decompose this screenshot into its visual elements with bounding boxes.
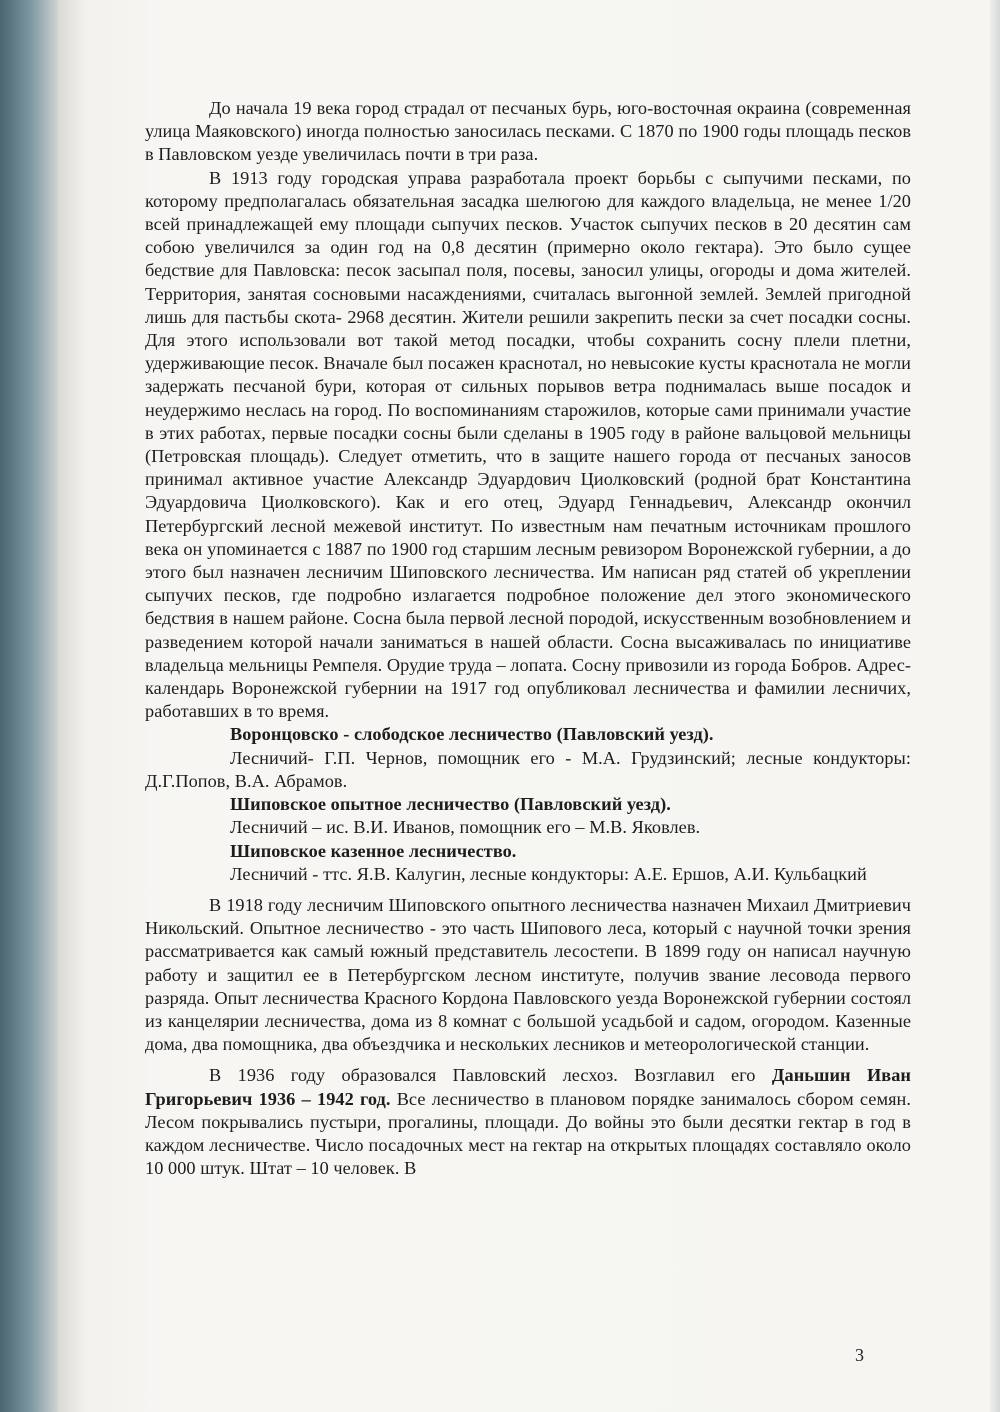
document-page bbox=[58, 0, 1000, 1412]
head-name-danshin: Даньшин Иван Григорьевич 1936 – 1942 год. bbox=[145, 1065, 911, 1109]
paragraph-1936-intro: В 1936 году образовался Павловский лесхоз. Возглавил его bbox=[209, 1065, 772, 1086]
paragraph-1918: В 1918 году лесничим Шиповского опытного лесничества назначен Михаил Дмитриевич Никольский. Опытное лесничество - это часть Шипового леса, который с научной точки зрения рассматривается как самый южный представитель лесостепи. В 1899 году он написал научную работу и защитил ее в Петербургском лесном институте, получив звание лесовода первого разряда. Опыт лесничества Красного Кордона Павловского уезда Воронежской губернии состоял из канцелярии лесничества, дома из 8 комнат с большой усадьбой и садом, огородом. Казенные дома, два помощника, два объездчика и нескольких лесников и метеорологической станции. bbox=[145, 894, 911, 1055]
forestry-title-shipovskoe-kazennoe: Шиповское казенное лесничество. bbox=[230, 840, 517, 861]
forestry-title-vorontsovsko: Воронцовско - слободское лесничество (Павловский уезд). bbox=[230, 724, 714, 745]
paragraph-sand-storms: До начала 19 века город страдал от песчаных бурь, юго-восточная окраина (современная улица Маяковского) иногда полностью заносилась песками. С 1870 по 1900 годы площадь песков в Павловском уезде увеличилась почти в три раза. bbox=[145, 98, 911, 165]
page-text bbox=[145, 97, 911, 1180]
page-edge bbox=[990, 0, 1000, 1412]
book-spine-shadow bbox=[0, 0, 58, 1412]
paragraph-1936 bbox=[145, 1064, 911, 1180]
paragraph-1913-project: В 1913 году городская управа разработала проект борьбы с сыпучими песками, по которому предполагалась обязательная засадка шелюгою для каждого владельца, не менее 1/20 всей принадлежащей ему площади сыпучих песков. Участок сыпучих песков в 20 десятин сам собою увеличился за один год на 0,8 десятин (примерно около гектара). Это было сущее бедствие для Павловска: песок засыпал поля, посевы, заносил улицы, огороды и дома жителей. Территория, занятая сосновыми насаждениями, считалась выгонной землей. Землей пригодной лишь для пастьбы скота- 2968 десятин. Жители решили закрепить пески за счет посадки сосны. Для этого использовали вот такой метод посадки, чтобы сохранить сосну плели плетни, удерживающие песок. Вначале был посажен краснотал, но невысокие кусты краснотала не могли задержать песчаной бури, которая от сильных порывов ветра поднималась выше посадок и неудержимо неслась на город. По воспоминаниям старожилов, которые сами принимали участие в этих работах, первые посадки сосны были сделаны в 1905 году в районе вальцовой мельницы (Петровская площадь). Следует отметить, что в защите нашего города от песчаных заносов принимал активное участие Александр Эдуардович Циолковский (родной брат Константина Эдуардовича Циолковского). Как и его отец, Эдуард Геннадьевич, Александр окончил Петербургский лесной межевой институт. По известным нам печатным источникам прошлого века он упоминается с 1887 по 1900 год старшим лесным ревизором Воронежской губернии, а до этого был назначен лесничим Шиповского лесничества. Им написан ряд статей об укреплении сыпучих песков, где подробно излагается подробное положение дел этого экономического бедствия в нашем районе. Сосна была первой лесной породой, искусственным возобновлением и разведением которой начали заниматься в нашей области. Сосна высаживалась по инициативе владельца мельницы Ремпеля. Орудие труда – лопата. Сосну привозили из города Бобров. Адрес-календарь Воронежской губернии на 1917 год опубликовал лесничества и фамилии лесничих, работавших в то время. bbox=[145, 167, 911, 722]
forestry-title-shipovskoe-opytnoe: Шиповское опытное лесничество (Павловский уезд). bbox=[230, 794, 671, 815]
forestry-staff-vorontsovsko: Лесничий- Г.П. Чернов, помощник его - М.А. Грудзинский; лесные кондукторы: Д.Г.Попов, В.А. Абрамов. bbox=[145, 747, 911, 791]
paragraph-1936-rest: Все лесничество в плановом порядке занималось сбором семян. Лесом покрывались пустыри, прогалины, площади. До войны это были десятки гектар в год в каждом лесничестве. Число посадочных мест на гектар на открытых площадях составляло около 10 000 штук. Штат – 10 человек. В bbox=[145, 1088, 911, 1179]
page-number: 3 bbox=[855, 1345, 864, 1365]
forestry-staff-shipovskoe-kazennoe: Лесничий - ттс. Я.В. Калугин, лесные кондукторы: А.Е. Ершов, А.И. Кульбацкий bbox=[230, 863, 867, 884]
forestry-staff-shipovskoe-opytnoe: Лесничий – ис. В.И. Иванов, помощник его – М.В. Яковлев. bbox=[230, 817, 701, 838]
